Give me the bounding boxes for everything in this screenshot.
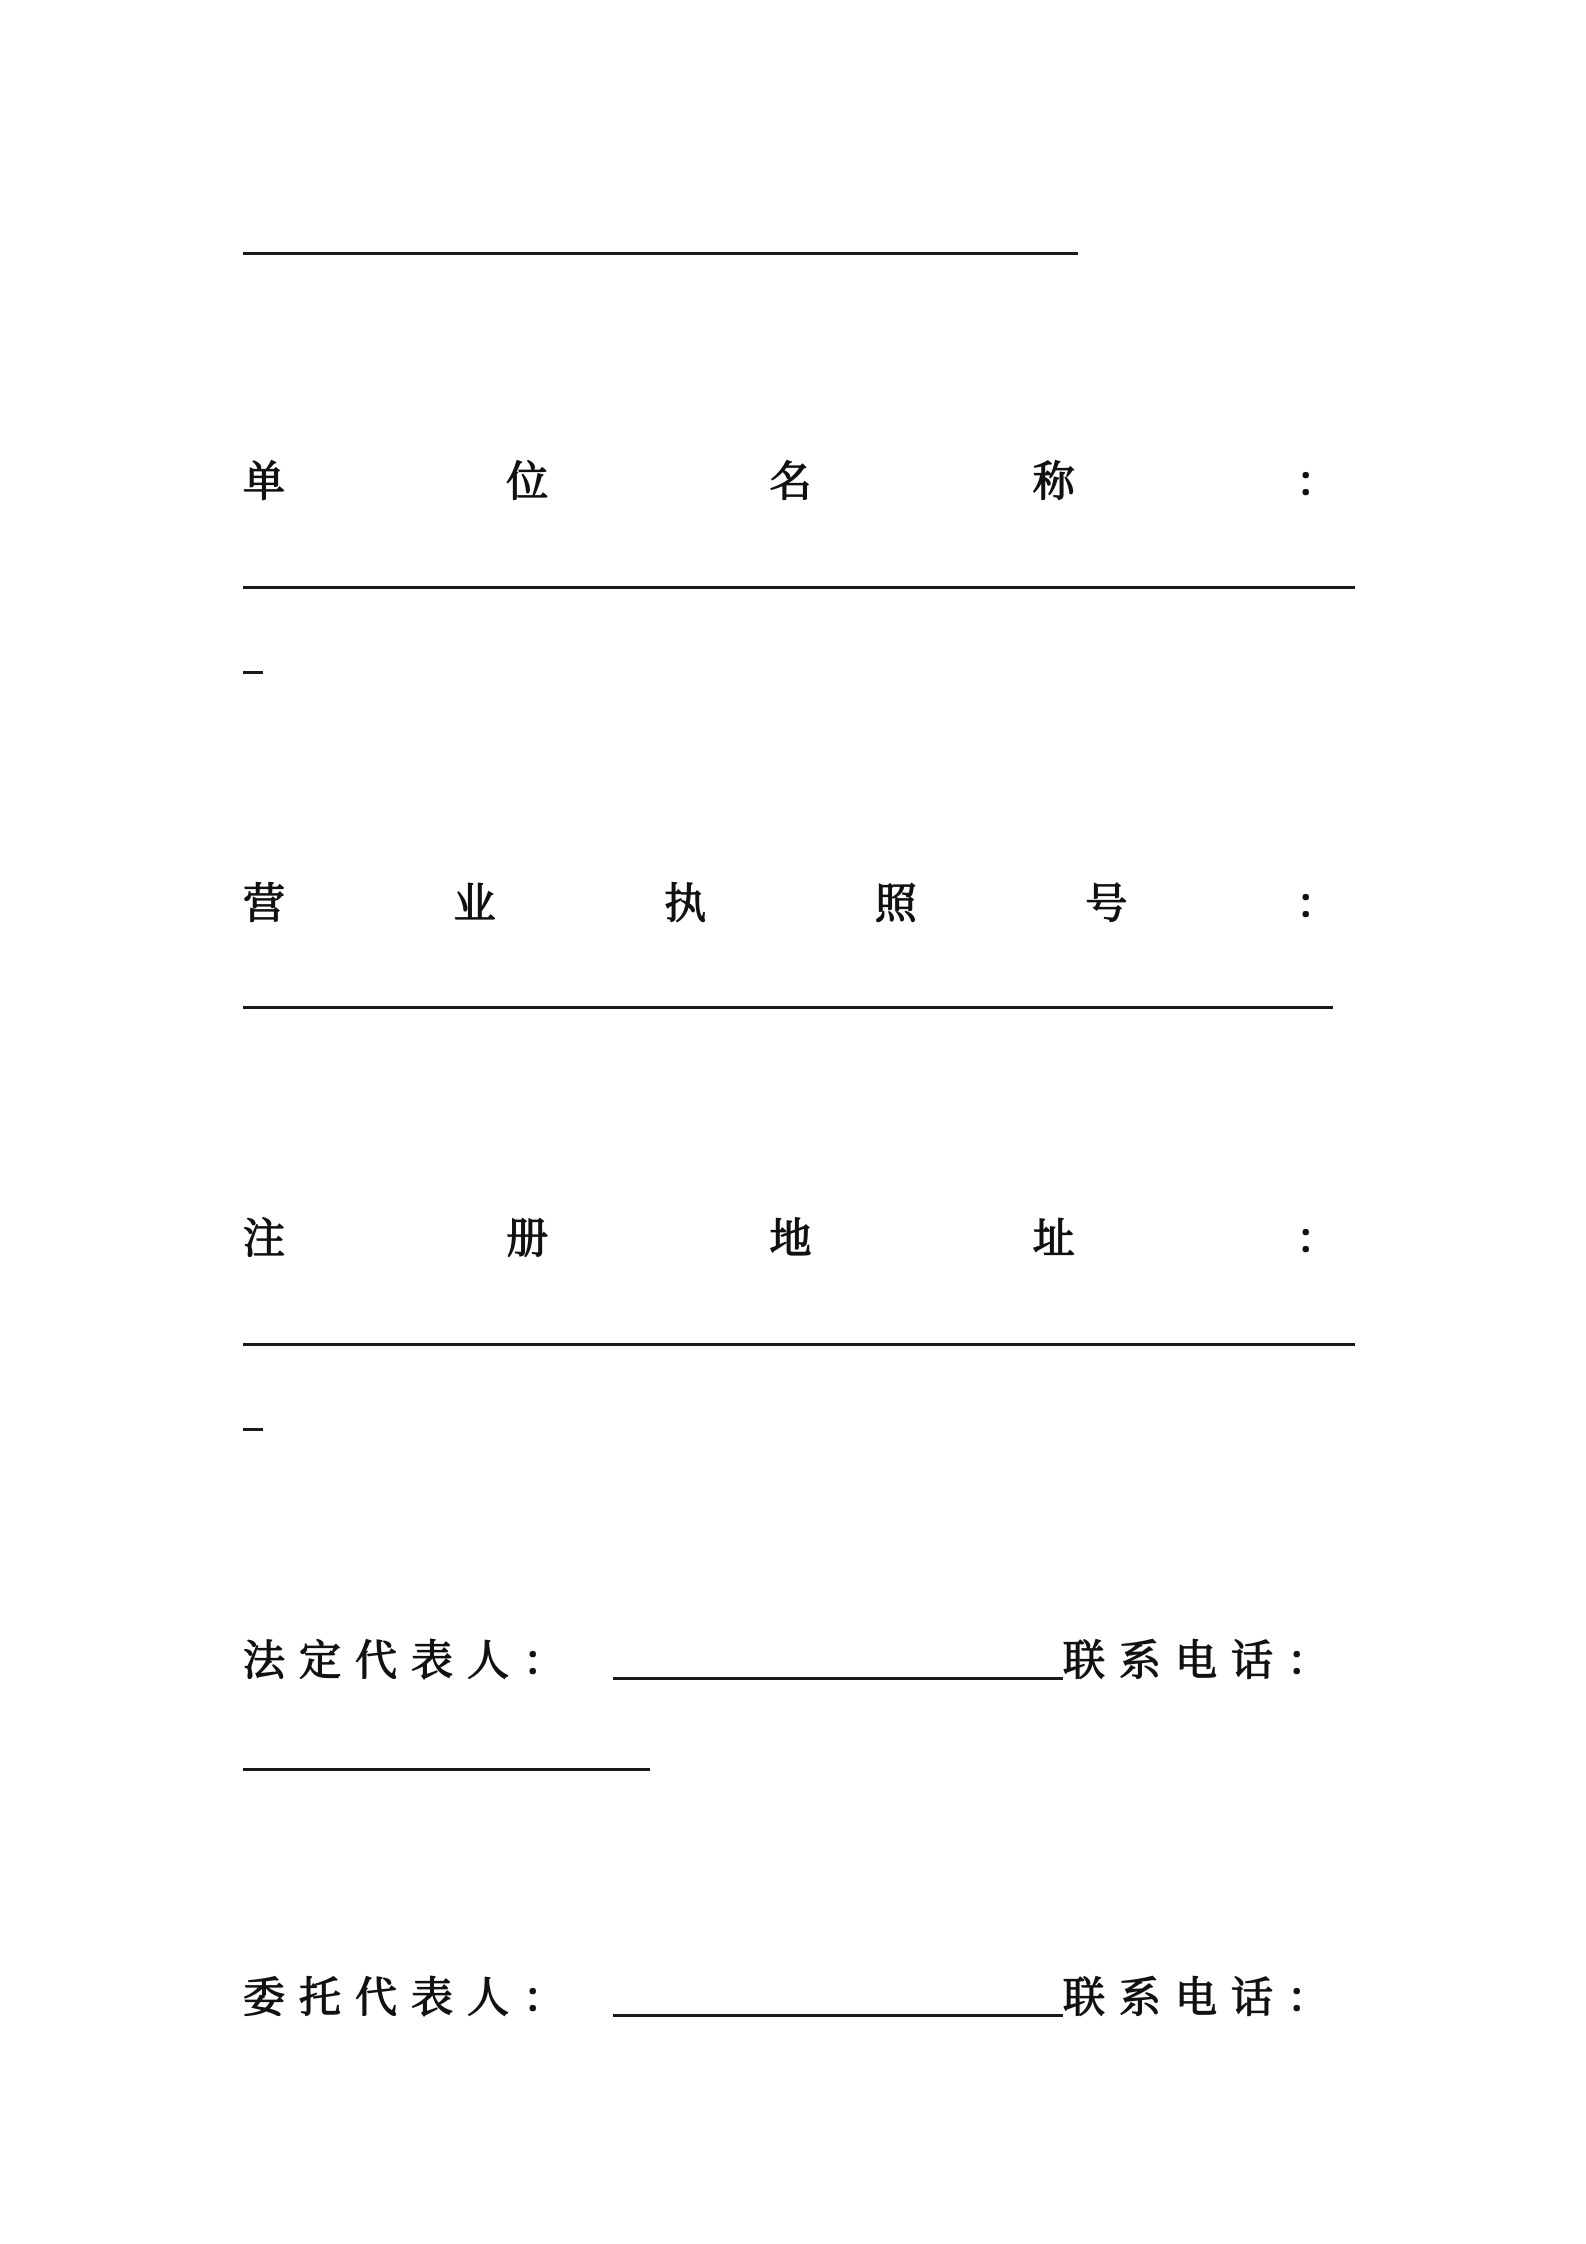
legal-rep-row [243,1628,1343,1688]
reg-address-label [243,1206,1338,1266]
legal-rep-phone-label: 联系电话： [1062,1636,1343,1685]
reg-address-blank-tail[interactable] [243,1428,263,1431]
label-char: 号 [1085,879,1128,928]
label-char: 位 [506,457,549,506]
label-char: 册 [506,1214,549,1263]
label-char: 址 [1032,1214,1075,1263]
license-no-blank[interactable] [243,1006,1333,1009]
reg-address-blank[interactable] [243,1343,1355,1346]
label-char: 注 [243,1214,286,1263]
label-char: 地 [769,1214,812,1263]
label-char: 业 [453,879,496,928]
legal-rep-phone-blank[interactable] [243,1768,650,1771]
label-colon: ： [1295,879,1338,928]
license-no-label [243,871,1338,931]
legal-rep-label: 法定代表人： [243,1636,580,1685]
authorized-rep-row [243,1965,1343,2025]
authorized-rep-label: 委托代表人： [243,1973,580,2022]
label-char: 称 [1032,457,1075,506]
label-char: 营 [243,879,286,928]
authorized-rep-blank[interactable] [613,2014,1063,2017]
label-char: 执 [664,879,707,928]
label-char: 照 [874,879,917,928]
legal-rep-blank[interactable] [613,1677,1063,1680]
unit-name-blank-tail[interactable] [243,671,263,674]
unit-name-label [243,449,1338,509]
label-colon: ： [1295,1214,1338,1263]
blank-line[interactable] [243,252,1078,255]
label-colon: ： [1295,457,1338,506]
unit-name-blank[interactable] [243,586,1355,589]
label-char: 名 [769,457,812,506]
label-char: 单 [243,457,286,506]
authorized-rep-phone-label: 联系电话： [1062,1973,1343,2022]
